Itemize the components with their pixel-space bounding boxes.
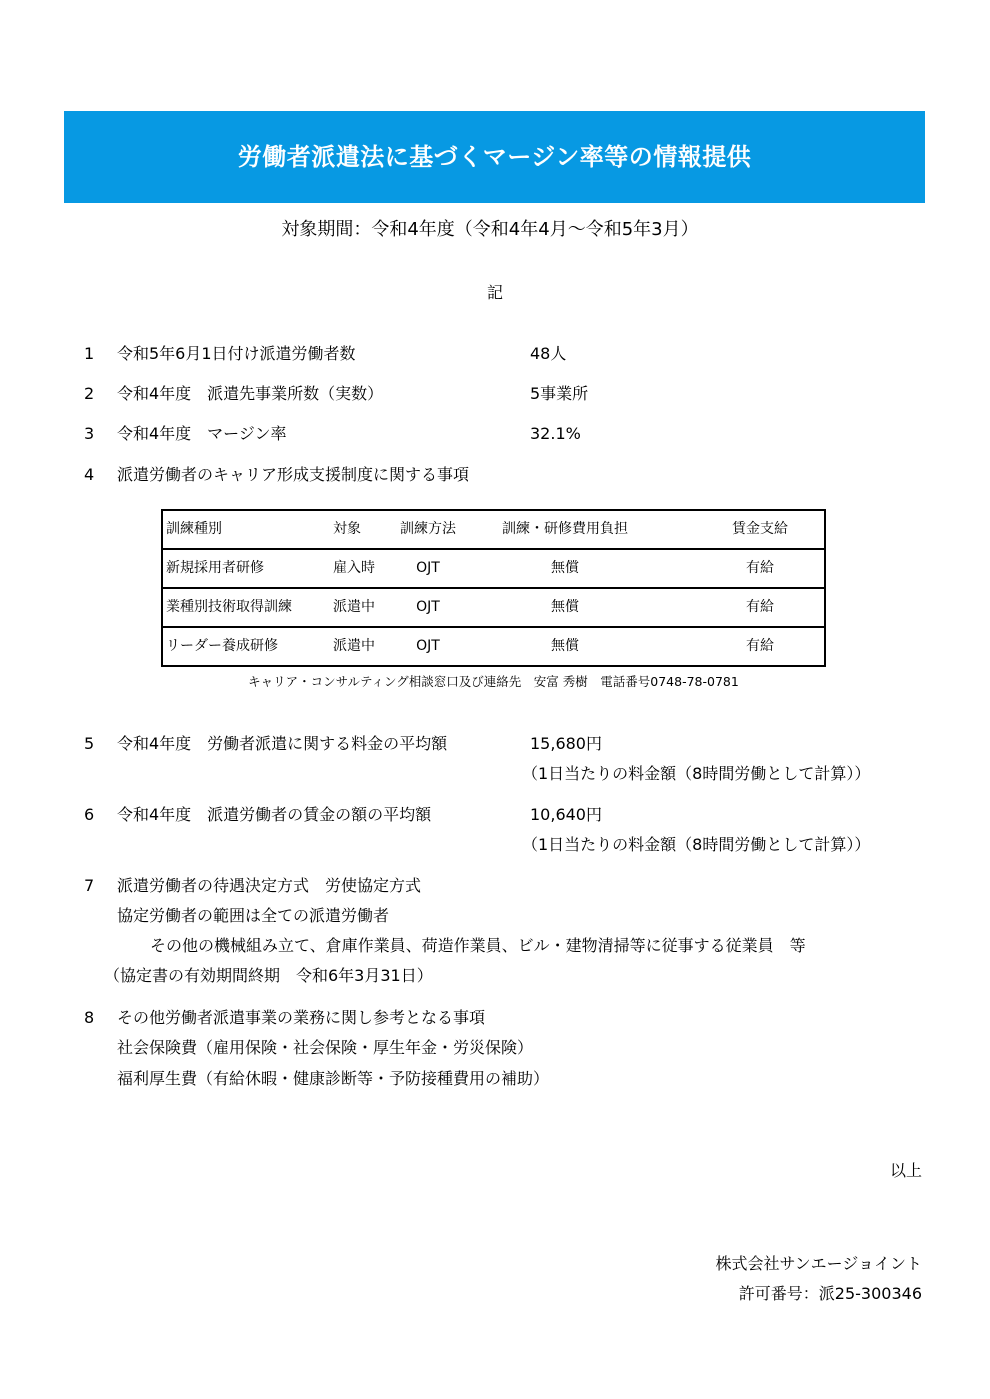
table-row [163, 550, 824, 589]
ki-marker: 記 [486, 283, 503, 302]
item-5 [0, 733, 990, 755]
item-label: 令和4年度 労働者派遣に関する料金の平均額 [117, 734, 448, 753]
item-7-line [0, 905, 990, 927]
item-number: 7 [84, 876, 95, 895]
item-7 [0, 875, 990, 897]
item-label: 令和4年度 派遣労働者の賃金の額の平均額 [117, 805, 432, 824]
item-3 [0, 423, 990, 445]
table-cell: 無償 [551, 638, 579, 654]
table-cell: 無償 [551, 560, 579, 576]
item-number: 6 [84, 805, 95, 824]
column-header: 賃金支給 [732, 521, 788, 537]
item-label: 派遣労働者の待遇決定方式 労使協定方式 [117, 876, 422, 895]
item-7-line [0, 965, 990, 987]
column-header: 訓練・研修費用負担 [502, 521, 628, 537]
company-line [0, 1253, 990, 1275]
item-8 [0, 1007, 990, 1029]
item-number: 5 [84, 734, 95, 753]
license-number: 許可番号：派25-300346 [738, 1284, 922, 1303]
table-row [163, 589, 824, 628]
item-5-note [0, 763, 990, 785]
item-note: （1日当たりの料金額（8時間労働として計算）） [522, 764, 871, 783]
table-cell: 雇入時 [333, 560, 375, 576]
item-label: 令和4年度 マージン率 [117, 424, 287, 443]
table-cell: 派遣中 [333, 599, 375, 615]
item-detail: （協定書の有効期間終期 令和6年3月31日） [104, 966, 433, 985]
table-cell: 業種別技術取得訓練 [166, 599, 292, 615]
table-cell: 有給 [746, 599, 774, 615]
item-7-line [0, 935, 990, 957]
column-header: 訓練方法 [400, 521, 456, 537]
item-detail: 社会保険費（雇用保険・社会保険・厚生年金・労災保険） [117, 1038, 534, 1057]
item-number: 4 [84, 465, 95, 484]
training-table [161, 509, 826, 667]
item-note: （1日当たりの料金額（8時間労働として計算）） [522, 835, 871, 854]
item-label: 令和4年度 派遣先事業所数（実数） [117, 384, 384, 403]
item-value: 48人 [530, 344, 567, 363]
item-detail: 協定労働者の範囲は全ての派遣労働者 [117, 906, 390, 925]
table-row [163, 628, 824, 665]
table-cell: OJT [416, 638, 440, 654]
item-label: 派遣労働者のキャリア形成支援制度に関する事項 [117, 465, 470, 484]
table-cell: OJT [416, 599, 440, 615]
item-detail: 福利厚生費（有給休暇・健康診断等・予防接種費用の補助） [117, 1069, 550, 1088]
column-header: 対象 [333, 521, 361, 537]
license-line [0, 1283, 990, 1305]
item-value: 15,680円 [530, 734, 602, 753]
table-cell: リーダー養成研修 [166, 638, 278, 654]
closing-mark: 以上 [889, 1161, 922, 1180]
table-cell: 有給 [746, 638, 774, 654]
closing-line [0, 1160, 990, 1182]
item-number: 3 [84, 424, 95, 443]
target-period: 対象期間：令和4年度（令和4年4月～令和5年3月） [281, 219, 699, 240]
item-detail: その他の機械組み立て、倉庫作業員、荷造作業員、ビル・建物清掃等に従事する従業員 等 [150, 936, 806, 955]
item-1 [0, 343, 990, 365]
title-banner [64, 111, 925, 203]
table-cell: OJT [416, 560, 440, 576]
column-header: 訓練種別 [166, 521, 222, 537]
table-cell: 無償 [551, 599, 579, 615]
career-consultation-contact: キャリア・コンサルティング相談窓口及び連絡先 安富 秀樹 電話番号0748-78-0781 [248, 674, 739, 689]
item-6 [0, 804, 990, 826]
item-6-note [0, 834, 990, 856]
item-8-line [0, 1037, 990, 1059]
item-2 [0, 383, 990, 405]
company-name: 株式会社サンエージョイント [715, 1254, 922, 1273]
item-label: その他労働者派遣事業の業務に関し参考となる事項 [117, 1008, 486, 1027]
table-cell: 新規採用者研修 [166, 560, 264, 576]
item-value: 10,640円 [530, 805, 602, 824]
item-number: 2 [84, 384, 95, 403]
item-value: 5事業所 [530, 384, 589, 403]
item-value: 32.1% [530, 424, 581, 443]
item-number: 1 [84, 344, 95, 363]
table-header-row [163, 511, 824, 550]
item-8-line [0, 1068, 990, 1090]
table-cell: 有給 [746, 560, 774, 576]
item-4 [0, 464, 990, 486]
item-label: 令和5年6月1日付け派遣労働者数 [117, 344, 356, 363]
table-cell: 派遣中 [333, 638, 375, 654]
document-title: 労働者派遣法に基づくマージン率等の情報提供 [237, 143, 752, 171]
item-number: 8 [84, 1008, 95, 1027]
